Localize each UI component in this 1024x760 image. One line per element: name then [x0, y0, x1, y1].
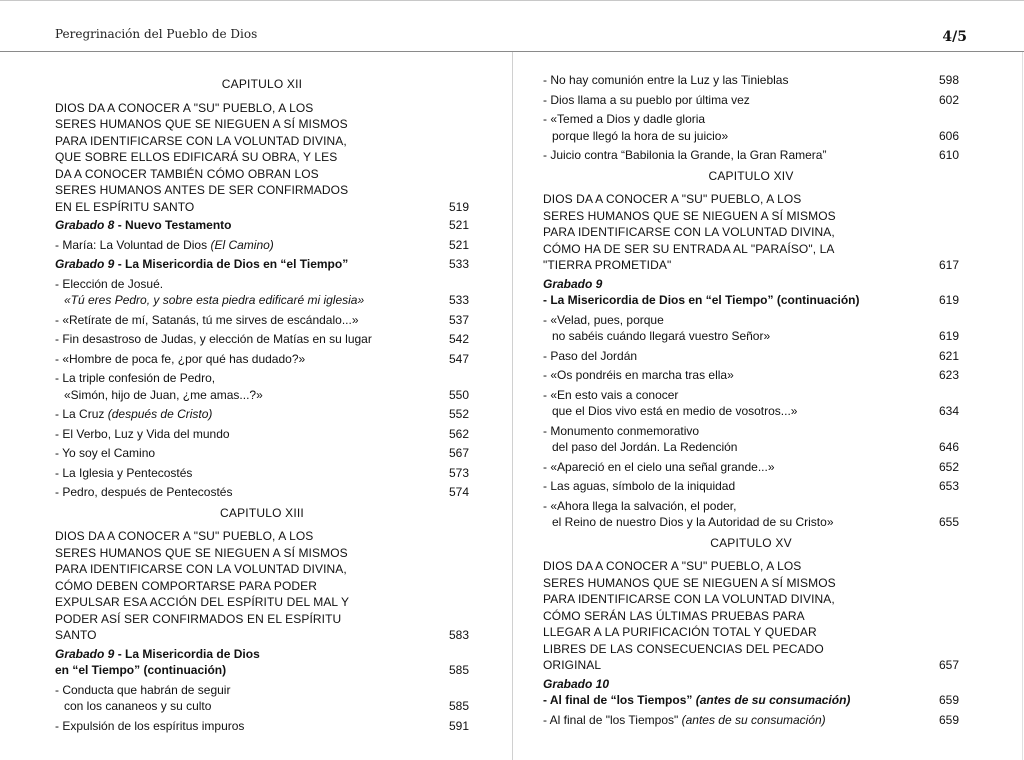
page-ref: 646 [938, 440, 959, 454]
engraving-label: Grabado 10 [543, 676, 610, 691]
page-gutter [512, 52, 513, 760]
toc-entry[interactable]: - «Ahora llega la salvación, el poder, el Reino de nuestro Dios y la Autoridad de su Cristo» 655 [543, 498, 959, 529]
toc-entry[interactable]: - La Iglesia y Pentecostés 573 [55, 465, 469, 480]
toc-entry[interactable]: - La triple confesión de Pedro, «Simón, hijo de Juan, ¿me amas...?» 550 [55, 371, 469, 402]
toc-entry[interactable]: - Las aguas, símbolo de la iniquidad 653 [543, 479, 959, 493]
page-number: 4/5 [942, 29, 967, 45]
toc-entry[interactable]: - Paso del Jordán 621 [543, 348, 959, 363]
page-ref: 537 [448, 312, 469, 327]
toc-entry[interactable]: - «En esto vais a conocer que el Dios vivo está en medio de vosotros...» 634 [543, 387, 959, 418]
left-column [55, 72, 469, 737]
page-ref: 585 [448, 699, 469, 713]
running-header-title: Peregrinación del Pueblo de Dios [55, 27, 258, 41]
engraving-title: Al final de “los Tiempos” [549, 693, 693, 707]
page-ref: 598 [938, 73, 959, 87]
page-ref: 562 [448, 426, 469, 441]
page-ref: 619 [938, 329, 959, 343]
engraving-label: Grabado 9 [55, 257, 115, 271]
entry-italic: (antes de su consumación) [681, 712, 826, 727]
chapter-heading-text: DIOS DA A CONOCER A "SU" PUEBLO, A LOS SERES HUMANOS QUE SE NIEGUEN A SÍ MISMOS PARA IDENTIFICARSE CON LA VOLUNTAD DIVINA, CÓMO SERÁN LAS ÚLTIMAS PRUEBAS PARA LLEGAR A LA PURIFICACIÓN TOTAL Y QUEDAR LIBRES DE LAS CONSECUENCIAS DEL PECADO ORIGINAL [543, 559, 836, 672]
entry-text: Dios llama a su pueblo por última vez [550, 92, 750, 107]
page-ref: 606 [938, 128, 959, 143]
toc-entry[interactable]: - Al final de "los Tiempos" (antes de su consumación) 659 [543, 712, 959, 727]
entry-text: «Temed a Dios y dadle gloria [550, 112, 706, 126]
entry-text: Las aguas, símbolo de la iniquidad [550, 479, 736, 493]
page-ref: 653 [938, 479, 959, 493]
entry-text: Conducta que habrán de seguir [62, 682, 231, 697]
entry-text: «Os pondréis en marcha tras ella» [550, 368, 734, 382]
entry-text: «Apareció en el cielo una señal grande...» [550, 459, 775, 474]
entry-italic: (después de Cristo) [107, 407, 213, 421]
entry-text: No hay comunión entre la Luz y las Tinieblas [550, 73, 789, 87]
entry-text: La triple confesión de Pedro, [62, 371, 216, 385]
top-border [0, 0, 1024, 1]
entry-text: «Retírate de mí, Satanás, tú me sirves de escándalo...» [62, 312, 359, 327]
toc-entry[interactable]: - El Verbo, Luz y Vida del mundo 562 [55, 426, 469, 441]
chapter-heading[interactable] [543, 191, 959, 274]
toc-entry[interactable]: - Conducta que habrán de seguir con los cananeos y su culto 585 [55, 682, 469, 713]
entry-text-continued: que el Dios vivo está en medio de vosotros...» [552, 404, 798, 418]
toc-entry[interactable]: - «Apareció en el cielo una señal grande...» 652 [543, 459, 959, 474]
page-ref: 533 [448, 257, 469, 271]
toc-entry[interactable]: Grabado 9 - La Misericordia de Dios en “el Tiempo” (continuación) 585 [55, 646, 469, 677]
entry-text-continued: no sabéis cuándo llegará vuestro Señor» [552, 329, 771, 343]
entry-text: Al final de "los Tiempos" [549, 712, 679, 727]
toc-entry[interactable]: - La Cruz (después de Cristo) 552 [55, 407, 469, 421]
engraving-title: La Misericordia de Dios [125, 646, 260, 661]
toc-entry[interactable]: Grabado 9 - La Misericordia de Dios en “el Tiempo” 533 [55, 257, 469, 271]
page-ref: 573 [448, 465, 469, 480]
entry-text: María: La Voluntad de Dios [62, 237, 208, 252]
chapter-heading[interactable] [55, 100, 469, 216]
engraving-label: Grabado 9 [55, 646, 115, 661]
engraving-label: Grabado 9 [543, 276, 603, 291]
toc-entry[interactable]: - «Os pondréis en marcha tras ella» 623 [543, 368, 959, 382]
page-ref: 657 [938, 658, 959, 672]
chapter-heading[interactable] [55, 528, 469, 644]
entry-text-continued: «Simón, hijo de Juan, ¿me amas...?» [64, 387, 263, 402]
page-ref: 583 [448, 628, 469, 642]
toc-entry[interactable]: Grabado 8 - Nuevo Testamento 521 [55, 218, 469, 232]
toc-entry[interactable]: - Monumento conmemorativo del paso del Jordán. La Redención 646 [543, 423, 959, 454]
page-ref: 591 [448, 718, 469, 733]
toc-entry[interactable]: - «Hombre de poca fe, ¿por qué has dudado?» 547 [55, 351, 469, 366]
chapter-title: CAPITULO XIV [708, 168, 794, 183]
page-ref: 659 [938, 693, 959, 707]
page-ref: 542 [448, 332, 469, 346]
page-ref: 550 [448, 387, 469, 402]
toc-entry[interactable]: Grabado 9 - La Misericordia de Dios en “el Tiempo” (continuación) 619 [543, 276, 959, 307]
toc-entry[interactable]: - «Velad, pues, porque no sabéis cuándo llegará vuestro Señor» 619 [543, 312, 959, 343]
page-ref: 655 [938, 515, 959, 529]
page-ref: 634 [938, 404, 959, 418]
toc-entry[interactable]: - Expulsión de los espíritus impuros 591 [55, 718, 469, 733]
page-ref: 547 [448, 351, 469, 366]
entry-text: Expulsión de los espíritus impuros [62, 718, 245, 733]
engraving-title: La Misericordia de Dios en “el Tiempo” [125, 257, 349, 271]
chapter-title: CAPITULO XV [710, 535, 792, 550]
page-ref: 533 [448, 293, 469, 307]
page-ref: 521 [448, 237, 469, 252]
chapter-heading-text: DIOS DA A CONOCER A "SU" PUEBLO, A LOS SERES HUMANOS QUE SE NIEGUEN A SÍ MISMOS PARA IDENTIFICARSE CON LA VOLUNTAD DIVINA, CÓMO DEBEN COMPORTARSE PARA PODER EXPULSAR ESA ACCIÓN DEL ESPÍRITU DEL MAL Y PODER ASÍ SER CONFIRMADOS EN EL ESPÍRITU SANTO [55, 529, 349, 642]
entry-text: La Iglesia y Pentecostés [62, 465, 193, 480]
entry-text: El Verbo, Luz y Vida del mundo [62, 426, 230, 441]
chapter-title: CAPITULO XII [221, 77, 303, 91]
toc-entry[interactable]: - Fin desastroso de Judas, y elección de Matías en su lugar 542 [55, 332, 469, 346]
chapter-heading-text: DIOS DA A CONOCER A "SU" PUEBLO, A LOS SERES HUMANOS QUE SE NIEGUEN A SÍ MISMOS PARA IDENTIFICARSE CON LA VOLUNTAD DIVINA, QUE SOBRE ELLOS EDIFICARÁ SU OBRA, Y LES DA A CONOCER TAMBIÉN CÓMO OBRAN LOS SERES HUMANOS ANTES DE SER CONFIRMADOS EN EL ESPÍRITU SANTO [55, 100, 349, 214]
toc-entry[interactable]: - No hay comunión entre la Luz y las Tinieblas 598 [543, 73, 959, 87]
entry-text: Yo soy el Camino [62, 446, 156, 460]
entry-text-continued: el Reino de nuestro Dios y la Autoridad de su Cristo» [552, 515, 834, 529]
entry-text: Pedro, después de Pentecostés [62, 485, 233, 499]
entry-text: Juicio contra “Babilonia la Grande, la Gran Ramera” [550, 148, 827, 162]
page-ref: 623 [938, 368, 959, 382]
page-ref: 619 [938, 293, 959, 307]
chapter-heading[interactable] [543, 558, 959, 674]
entry-italic: (El Camino) [210, 237, 274, 252]
right-column [543, 72, 959, 731]
page-ref: 567 [448, 446, 469, 460]
engraving-title-continued: en “el Tiempo” (continuación) [55, 663, 227, 677]
page-ref: 652 [938, 459, 959, 474]
page-ref: 602 [938, 92, 959, 107]
page-ref: 519 [448, 199, 469, 214]
toc-entry[interactable]: - «Temed a Dios y dadle gloria porque llegó la hora de su juicio» 606 [543, 112, 959, 143]
toc-entry[interactable]: - Juicio contra “Babilonia la Grande, la Gran Ramera” 610 [543, 148, 959, 162]
toc-entry[interactable]: Grabado 10 - Al final de “los Tiempos” (antes de su consumación) 659 [543, 676, 959, 707]
page-ref: 574 [448, 485, 469, 499]
page-ref: 610 [938, 148, 959, 162]
entry-text: La Cruz [62, 407, 105, 421]
entry-text: Fin desastroso de Judas, y elección de Matías en su lugar [62, 332, 372, 346]
entry-text-continued: porque llegó la hora de su juicio» [552, 128, 729, 143]
page-ref: 617 [938, 258, 959, 272]
page-ref: 659 [938, 712, 959, 727]
toc-entry[interactable]: - Elección de Josué. «Tú eres Pedro, y sobre esta piedra edificaré mi iglesia» 533 [55, 276, 469, 307]
engraving-label: Grabado 8 [55, 218, 115, 232]
page-edge [1022, 52, 1023, 760]
page-ref: 552 [448, 407, 469, 421]
toc-entry[interactable]: - «Retírate de mí, Satanás, tú me sirves de escándalo...» 537 [55, 312, 469, 327]
entry-text: Elección de Josué. [62, 276, 164, 291]
toc-entry[interactable]: - Pedro, después de Pentecostés 574 [55, 485, 469, 499]
entry-text: «Ahora llega la salvación, el poder, [550, 498, 737, 513]
entry-text: «Hombre de poca fe, ¿por qué has dudado?» [62, 351, 306, 366]
entry-text: Paso del Jordán [550, 348, 638, 363]
page-ref: 621 [938, 348, 959, 363]
entry-text: Monumento conmemorativo [550, 423, 700, 438]
entry-text-continued: «Tú eres Pedro, y sobre esta piedra edificaré mi iglesia» [64, 293, 365, 307]
engraving-title: La Misericordia de Dios en “el Tiempo” (continuación) [550, 293, 860, 307]
toc-entry[interactable]: - María: La Voluntad de Dios (El Camino) 521 [55, 237, 469, 252]
page-ref: 521 [448, 218, 469, 232]
chapter-heading-text: DIOS DA A CONOCER A "SU" PUEBLO, A LOS SERES HUMANOS QUE SE NIEGUEN A SÍ MISMOS PARA IDENTIFICARSE CON LA VOLUNTAD DIVINA, CÓMO HA DE SER SU ENTRADA AL "PARAÍSO", LA "TIERRA PROMETIDA" [543, 192, 836, 272]
chapter-title: CAPITULO XIII [220, 505, 304, 520]
entry-text-continued: del paso del Jordán. La Redención [552, 440, 738, 454]
entry-text-continued: con los cananeos y su culto [64, 699, 212, 713]
engraving-italic: (antes de su consumación) [695, 693, 851, 707]
toc-entry[interactable]: - Dios llama a su pueblo por última vez 602 [543, 92, 959, 107]
page-ref: 585 [448, 663, 469, 677]
toc-entry[interactable]: - Yo soy el Camino 567 [55, 446, 469, 460]
engraving-title: Nuevo Testamento [125, 218, 232, 232]
entry-text: «En esto vais a conocer [550, 387, 679, 402]
entry-text: «Velad, pues, porque [550, 312, 664, 327]
